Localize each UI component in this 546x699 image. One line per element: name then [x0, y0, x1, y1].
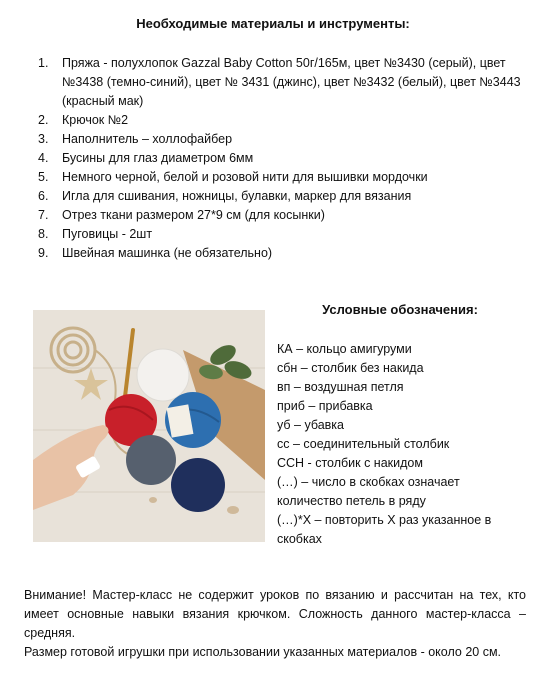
- legend-item: (…)*X – повторить X раз указанное в скобках: [277, 513, 492, 546]
- warning-text: Внимание! Мастер-класс не содержит уроков по вязанию и рассчитан на тех, кто имеет основные навыки вязания крючком. Сложность данного мастер-класса – средняя.: [24, 588, 526, 640]
- legend-item: приб – прибавка: [277, 399, 373, 413]
- legend-title: Условные обозначения:: [322, 302, 478, 317]
- list-item-number: 7.: [38, 208, 49, 222]
- list-item-text: Швейная машинка (не обязательно): [62, 246, 273, 260]
- list-item-number: 8.: [38, 227, 49, 241]
- list-item: [38, 130, 528, 149]
- legend-item: КА – кольцо амигуруми: [277, 342, 412, 356]
- size-text: Размер готовой игрушки при использовании указанных материалов - около 20 см.: [24, 645, 502, 659]
- list-item-text: Игла для сшивания, ножницы, булавки, маркер для вязания: [62, 189, 412, 203]
- list-item: [38, 149, 528, 168]
- list-item-text: Отрез ткани размером 27*9 см (для косынки): [62, 208, 325, 222]
- legend-item: уб – убавка: [277, 418, 344, 432]
- yarn-photo-illustration: [33, 310, 265, 542]
- list-item-number: 6.: [38, 189, 49, 203]
- list-item-text: Крючок №2: [62, 113, 129, 127]
- yarn-photo: [33, 310, 265, 542]
- list-item-number: 5.: [38, 170, 49, 184]
- list-item: [38, 54, 528, 111]
- legend-item: (…) – число в скобках означает количество петель в ряду: [277, 475, 460, 508]
- list-item: [38, 206, 528, 225]
- legend-list: [277, 340, 507, 549]
- list-item-number: 9.: [38, 246, 49, 260]
- legend-item: вп – воздушная петля: [277, 380, 404, 394]
- list-item-number: 1.: [38, 56, 49, 70]
- list-item: [38, 187, 528, 206]
- list-item-text: Пуговицы - 2шт: [62, 227, 153, 241]
- list-item: [38, 244, 528, 263]
- list-item: [38, 111, 528, 130]
- list-item: [38, 168, 528, 187]
- list-item-text: Наполнитель – холлофайбер: [62, 132, 233, 146]
- note-block: [24, 586, 526, 662]
- materials-list: [38, 54, 528, 263]
- list-item-text: Немного черной, белой и розовой нити для вышивки мордочки: [62, 170, 428, 184]
- list-item-number: 3.: [38, 132, 49, 146]
- list-item-number: 4.: [38, 151, 49, 165]
- legend-item: сс – соединительный столбик: [277, 437, 450, 451]
- list-item-number: 2.: [38, 113, 49, 127]
- list-item-text: Пряжа - полухлопок Gazzal Baby Cotton 50г/165м, цвет №3430 (серый), цвет №3438 (темно-синий), цвет № 3431 (джинс), цвет №3432 (белый), цвет №3443 (красный мак): [62, 56, 521, 108]
- legend-item: ССН - столбик с накидом: [277, 456, 423, 470]
- legend-item: сбн – столбик без накида: [277, 361, 424, 375]
- page-title: Необходимые материалы и инструменты:: [136, 16, 410, 31]
- list-item: [38, 225, 528, 244]
- list-item-text: Бусины для глаз диаметром 6мм: [62, 151, 254, 165]
